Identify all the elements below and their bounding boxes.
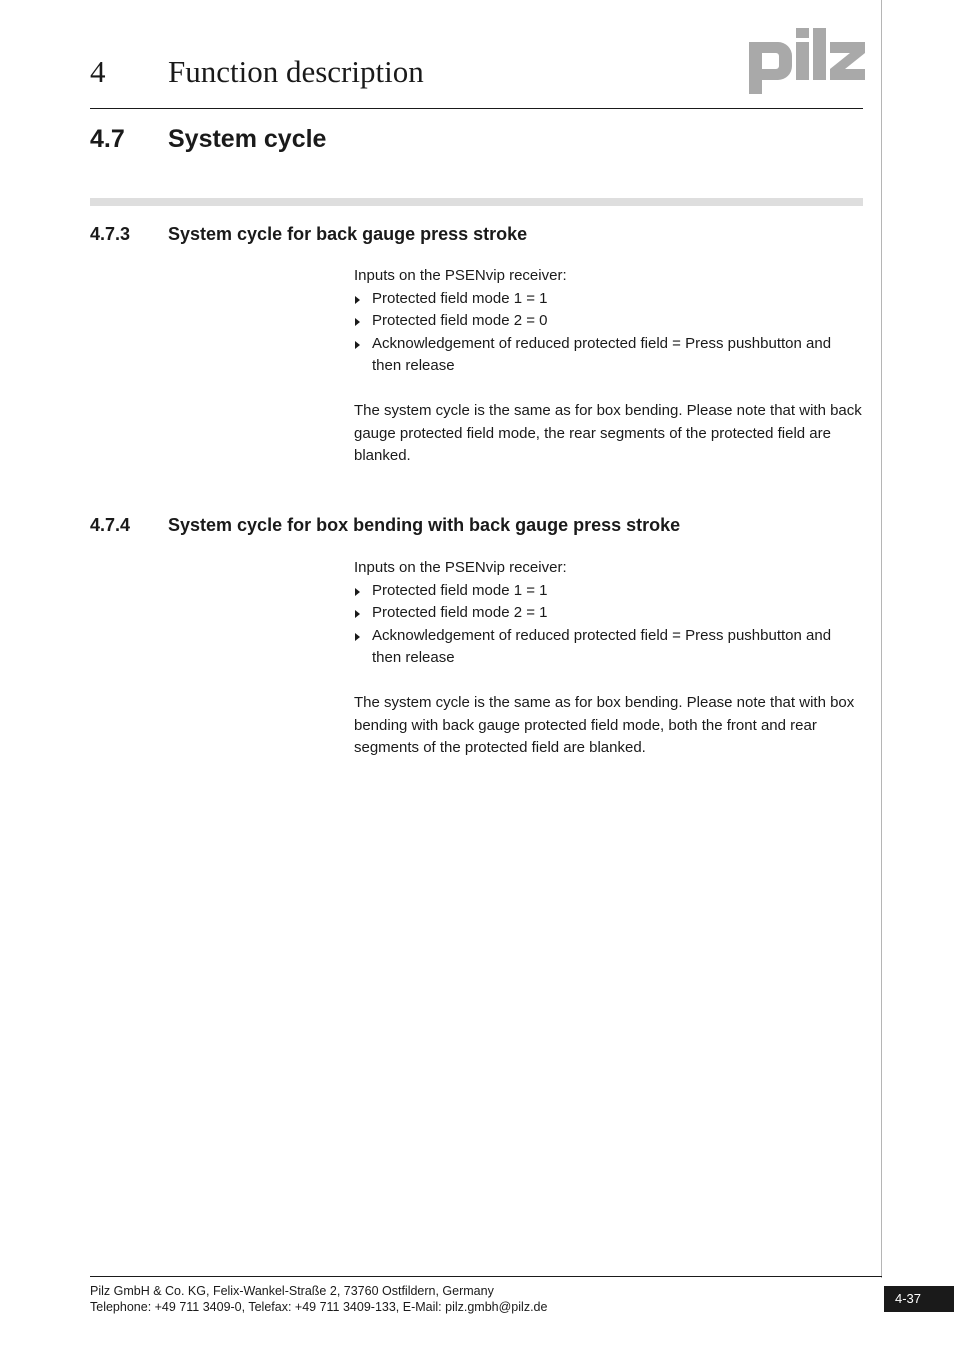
page-edge-rule [881, 0, 882, 1278]
inputs-intro: Inputs on the PSENvip receiver: [354, 267, 567, 284]
section-title: System cycle [168, 125, 327, 153]
list-item: Protected field mode 1 = 1 [354, 288, 864, 311]
bullet-arrow-icon [355, 296, 360, 304]
subsection-title: System cycle for back gauge press stroke [168, 224, 528, 244]
chapter-number: 4 [90, 54, 106, 89]
subsection-title: System cycle for box bending with back gauge press stroke [168, 515, 681, 535]
bullet-arrow-icon [355, 318, 360, 326]
inputs-list [354, 288, 864, 378]
list-item: Protected field mode 2 = 0 [354, 310, 864, 333]
body-paragraph: The system cycle is the same as for box bending. Please note that with back gauge protected field mode, the rear segments of the protected field are blanked. [354, 402, 862, 464]
subsection-number: 4.7.4 [90, 515, 131, 535]
bullet-arrow-icon [355, 633, 360, 641]
footer-line-contact: Telephone: +49 711 3409-0, Telefax: +49 711 3409-133, E-Mail: pilz.gmbh@pilz.de [90, 1300, 548, 1314]
list-item: Acknowledgement of reduced protected field = Press pushbutton and then release [354, 625, 864, 670]
bullet-arrow-icon [355, 610, 360, 618]
footer-address [90, 1283, 547, 1315]
subsection-body [354, 557, 864, 760]
pilz-logo [748, 28, 866, 94]
bullet-arrow-icon [355, 341, 360, 349]
inputs-intro: Inputs on the PSENvip receiver: [354, 559, 567, 576]
footer-line-company: Pilz GmbH & Co. KG, Felix-Wankel-Straße 2, 73760 Ostfildern, Germany [90, 1284, 494, 1298]
footer-rule [90, 1276, 882, 1277]
subsection-body [354, 265, 864, 468]
inputs-list [354, 580, 864, 670]
body-paragraph: The system cycle is the same as for box bending. Please note that with box bending with back gauge protected field mode, both the front and rear segments of the protected field are blanked. [354, 694, 855, 756]
list-item: Protected field mode 1 = 1 [354, 580, 864, 603]
section-divider-bar [90, 198, 863, 206]
subsection-number: 4.7.3 [90, 224, 131, 244]
bullet-arrow-icon [355, 588, 360, 596]
page-number-badge [884, 1286, 954, 1312]
page-number: 4-37 [895, 1291, 922, 1306]
chapter-title: Function description [168, 54, 424, 89]
list-item: Protected field mode 2 = 1 [354, 602, 864, 625]
header-rule [90, 108, 863, 109]
section-number: 4.7 [90, 125, 125, 153]
list-item: Acknowledgement of reduced protected field = Press pushbutton and then release [354, 333, 864, 378]
